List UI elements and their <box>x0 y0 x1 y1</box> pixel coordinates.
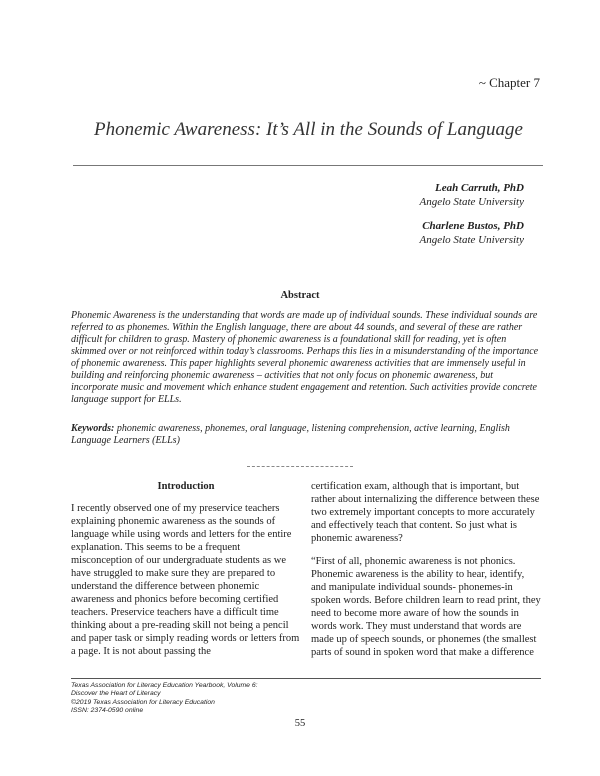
keywords <box>71 423 541 447</box>
body-paragraph: “First of all, phonemic awareness is not phonics. Phonemic awareness is the ability to hear, identify, and manipulate individual sounds- phonemes-in spoken words. Before children learn to read print, they need to become more aware of how the sounds in words work. They must understand that words are made up of speech sounds, or phonemes (the smallest parts of sound in spoken word that make a difference <box>311 556 541 658</box>
abstract-heading: Abstract <box>280 290 320 301</box>
author-name: Leah Carruth, PhD <box>435 182 524 194</box>
chapter-label: ~ Chapter 7 <box>478 75 540 90</box>
footer-divider <box>71 678 541 679</box>
body-paragraph: I recently observed one of my preservice teachers explaining phonemic awareness as the sounds of language while using words and letters for the entire explanation. This seems to be a frequent misconception of our undergraduate students as we have struggled to make sure they are prepared to understand the difference between phonemic awareness and phonics before becoming certified teachers. Preservice teachers have a difficult time thinking about a pre-reading skill not being a pencil and paper task or simply reading words or letters from a page. It is not about passing the <box>71 503 300 657</box>
title-divider <box>73 165 543 166</box>
abstract-text: Phonemic Awareness is the understanding that words are made up of individual sounds. These individual sounds are referred to as phonemes. Within the English language, there are about 44 sounds, and several of these are rather difficult for children to grasp. Mastery of phonemic awareness is a foundational skill for reading, yet is often skimmed over or not reinforced within today’s classrooms. Perhaps this lies in a misunderstanding of the importance of phonemic awareness. This paper highlights several phonemic awareness activities that are immensely useful in building and reinforcing phonemic awareness – activities that not only focus on phonemic awareness, but incorporate music and movement which enhance student engagement and retention. Such activities provide concrete language support for ELLs. <box>71 310 539 405</box>
left-column <box>71 480 301 668</box>
page-number: 55 <box>294 718 306 729</box>
introduction-heading: Introduction <box>157 481 215 492</box>
keywords-text: phonemic awareness, phonemes, oral language, listening comprehension, active learning, English Language Learners (ELLs) <box>71 423 510 446</box>
author-list <box>420 181 524 257</box>
footer-line: ©2019 Texas Association for Literacy Education <box>71 698 215 706</box>
author-affiliation: Angelo State University <box>419 234 524 246</box>
author-block-2 <box>420 219 524 247</box>
author-affiliation: Angelo State University <box>419 196 524 208</box>
author-block-1 <box>420 181 524 209</box>
body-paragraph: certification exam, although that is important, but rather about internalizing the difference between these two extremely important concepts to more accurately and effectively teach that content. So just what is phonemic awareness? <box>311 481 540 544</box>
right-column <box>311 480 541 669</box>
footer-line: Texas Association for Literacy Education Yearbook, Volume 6: <box>71 682 258 689</box>
footer-line: ISSN: 2374-0590 online <box>71 707 144 715</box>
footer-note <box>71 682 541 716</box>
keywords-label: Keywords: <box>71 423 115 434</box>
footer-line: Discover the Heart of Literacy <box>71 690 161 698</box>
paper-title: Phonemic Awareness: It’s All in the Sounds of Language <box>94 119 523 140</box>
section-divider <box>247 466 353 467</box>
author-name: Charlene Bustos, PhD <box>422 220 524 232</box>
